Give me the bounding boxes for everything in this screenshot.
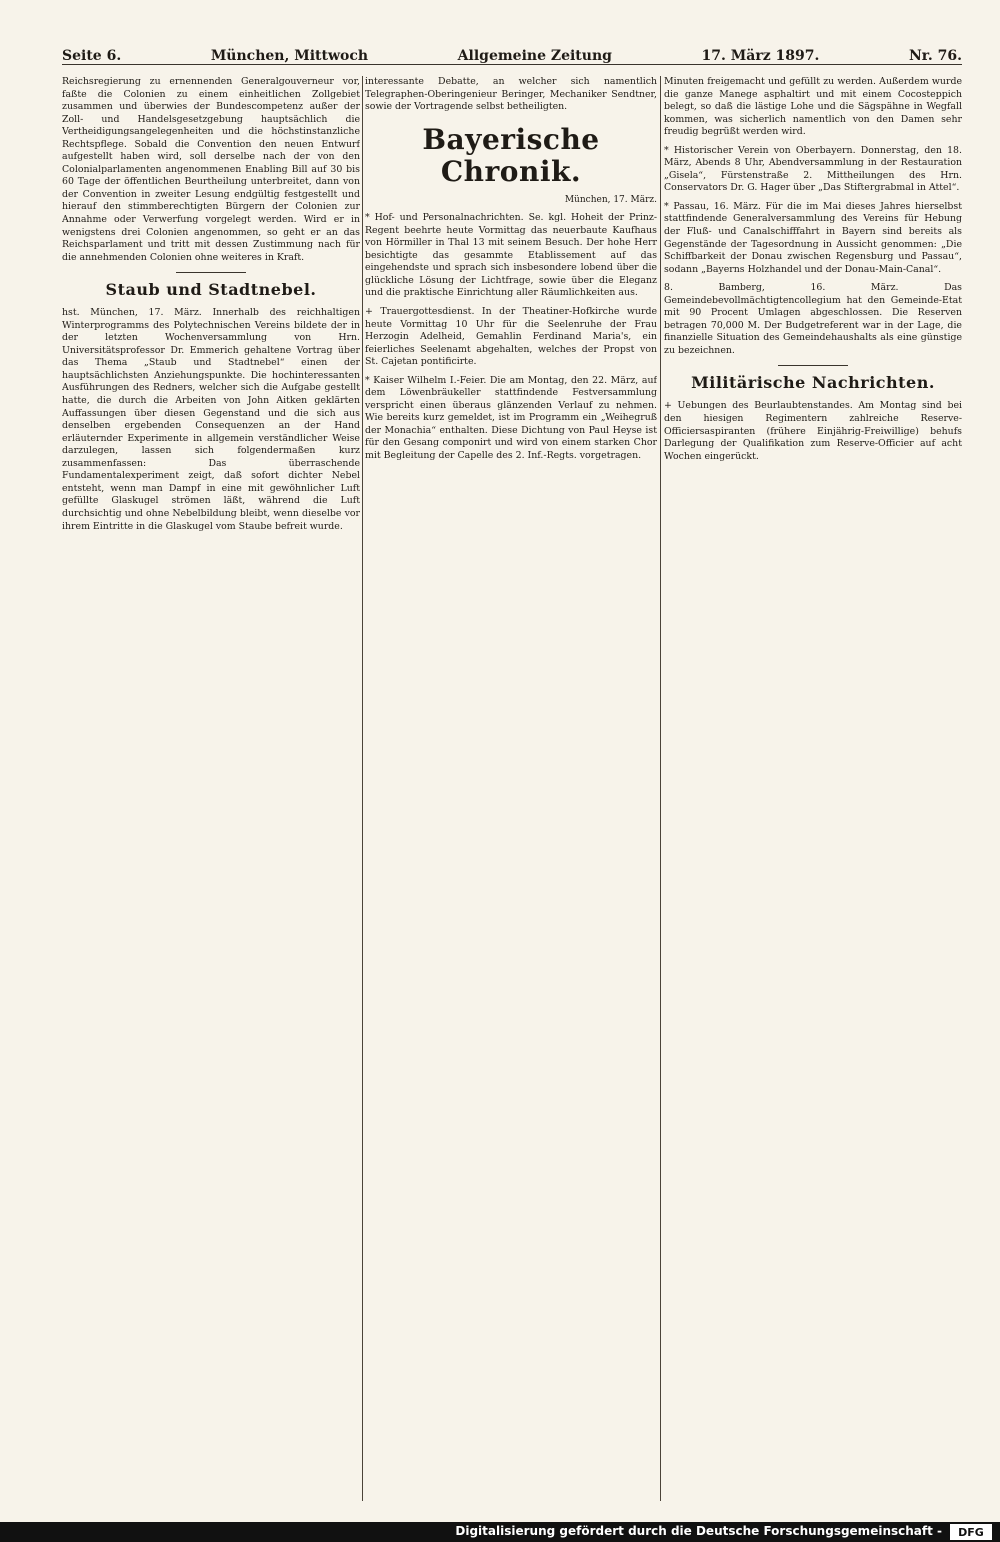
section-heading-staub: Staub und Stadtnebel. <box>105 280 317 300</box>
left-column <box>62 76 360 1501</box>
section-divider <box>778 365 848 366</box>
column-rule-right <box>660 76 661 1501</box>
right-body-2: * Passau, 16. März. Für die im Mai dieses Jahres hierselbst stattfindende Generalversammlung des Vereins für Hebung der Fluß- und Canalschifffahrt in Bayern sind bereits als Gegenstände der Tagesordnung in Aussicht genommen: „Die Schiffbarkeit der Donau zwischen Regensburg und Passau“, sodann „Bayerns Holzhandel und der Donau-Main-Canal“. <box>664 200 962 275</box>
masthead <box>62 42 962 65</box>
middle-body-2: + Trauergottesdienst. In der Theatiner-Hofkirche wurde heute Vormittag 10 Uhr für die Seelenruhe der Frau Herzogin Adelheid, Gemahlin Ferdinand Maria's, ein feierliches Seelenamt abgehalten, welches der Propst von St. Cajetan pontificirte. <box>365 306 657 368</box>
section-heading-military: Militärische Nachrichten. <box>691 373 935 393</box>
city-day: München, Mittwoch <box>210 48 369 64</box>
middle-body-1: * Hof- und Personalnachrichten. Se. kgl. Hoheit der Prinz-Regent beehrte heute Vormittag das neuerbaute Kaufhaus von Hörmiller in Thal 13 mit seinem Besuch. Der hohe Herr besichtigte das gesammte Etablissement auf das eingehendste und sprach sich insbesondere lobend über die glückliche Lösung der Lichtfrage, sowie über die Eleganz und die praktische Einrichtung aller Räumlichkeiten aus. <box>365 212 657 299</box>
section-heading-bayerische-chronik: Bayerische Chronik. <box>422 122 600 188</box>
middle-column <box>365 76 657 1501</box>
middle-intro: interessante Debatte, an welcher sich namentlich Telegraphen-Oberingenieur Beringer, Mechaniker Sendtner, sowie der Vortragende selbst betheiligten. <box>365 76 657 113</box>
right-body-1: * Historischer Verein von Oberbayern. Donnerstag, den 18. März, Abends 8 Uhr, Abendversammlung in der Restauration „Gisela“, Fürstenstraße 2. Mittheilungen des Hrn. Conservators Dr. G. Hager über „Das Stiftergrabmal in Attel“. <box>664 144 962 194</box>
right-intro: Minuten freigemacht und gefüllt zu werden. Außerdem wurde die ganze Manege asphaltirt und mit einem Cocosteppich belegt, so daß die lästige Lohe und die Sägspähne in Wegfall kommen, was sicherlich namentlich von den Damen sehr freudig begrüßt werden wird. <box>664 76 962 138</box>
page-number: Seite 6. <box>62 48 122 64</box>
newspaper-title: Allgemeine Zeitung <box>457 48 612 64</box>
issue-number: Nr. 76. <box>908 48 962 64</box>
left-intro: Reichsregierung zu ernennenden Generalgouverneur vor, faßte die Colonien zu einem einheitlichen Zollgebiet zusammen und überwies der Bundescompetenz außer der Zoll- und Handelsgesetzgebung hauptsächlich die Vertheidigungsangelegenheiten und die höchstinstanzliche Rechtspflege. Sobald die Convention den neuen Entwurf aufgestellt haben wird, soll derselbe nach der von den Colonialparlamenten angenommenen Enabling Bill auf 30 bis 60 Tage der öffentlichen Beurtheilung unterbreitet, dann von der Convention in zweiter Lesung endgültig festgestellt und hierauf den stimmberechtigten Bürgern der Colonien zur Annahme oder Verwerfung vorgelegt werden. Wird er in wenigstens drei Colonien angenommen, so geht er an das Reichsparlament und tritt mit dessen Zustimmung nach für die annehmenden Colonien ohne weiteres in Kraft. <box>62 76 360 263</box>
section-divider <box>176 272 246 273</box>
dateline: München, 17. März. <box>564 194 657 205</box>
issue-date: 17. März 1897. <box>701 48 820 64</box>
right-body-3: 8. Bamberg, 16. März. Das Gemeindebevollmächtigtencollegium hat den Gemeinde-Etat mit 90 Procent Umlagen abgeschlossen. Die Reserven betragen 70,000 M. Der Budgetreferent war in der Lage, die finanzielle Situation des Gemeindehaushalts als eine günstige zu bezeichnen. <box>664 282 962 356</box>
footer-text: Digitalisierung gefördert durch die Deutsche Forschungsgemeinschaft - <box>455 1524 942 1538</box>
dfg-logo: DFG <box>950 1524 992 1540</box>
middle-body-3: * Kaiser Wilhelm I.-Feier. Die am Montag, den 22. März, auf dem Löwenbräukeller stattfindende Festversammlung verspricht einen überaus glänzenden Verlauf zu nehmen. Wie bereits kurz gemeldet, ist im Programm ein „Weihegruß der Monachia“ enthalten. Diese Dichtung von Paul Heyse ist für den Gesang componirt und wird von einem starken Chor mit Begleitung der Capelle des 2. Inf.-Regts. vorgetragen. <box>365 374 657 462</box>
right-body-4: + Uebungen des Beurlaubtenstandes. Am Montag sind bei den hiesigen Regimentern zahlreiche Reserve-Officiersaspiranten (frühere Einjährig-Freiwillige) behufs Darlegung der Qualifikation zum Reserve-Officier auf acht Wochen eingerückt. <box>664 400 962 462</box>
left-article-body: hst. München, 17. März. Innerhalb des reichhaltigen Winterprogramms des Polytechnischen Vereins bildete der in der letzten Wochenversammlung von Hrn. Universitätsprofessor Dr. Emmerich gehaltene Vortrag über das Thema „Staub und Stadtnebel“ einen der hauptsächlichsten Anziehungspunkte. Die hochinteressanten Ausführungen des Redners, welcher sich die Aufgabe gestellt hatte, die durch die Arbeiten von John Aitken geklärten Auffassungen über diesen Gegenstand und die sich aus denselben ergebenden Consequenzen an der Hand erläuternder Experimente in allgemein verständlicher Weise darzulegen, lassen sich folgendermaßen kurz zusammenfassen: Das überraschende Fundamentalexperiment zeigt, daß sofort dichter Nebel entsteht, wenn man Dampf in eine mit gewöhnlicher Luft gefüllte Glaskugel strömen läßt, während die Luft durchsichtig und ohne Nebelbildung bleibt, wenn dieselbe vor ihrem Eintritte in die Glaskugel vom Staube befreit wurde. <box>62 307 360 532</box>
right-column <box>664 76 962 1501</box>
column-rule-left <box>362 76 363 1501</box>
